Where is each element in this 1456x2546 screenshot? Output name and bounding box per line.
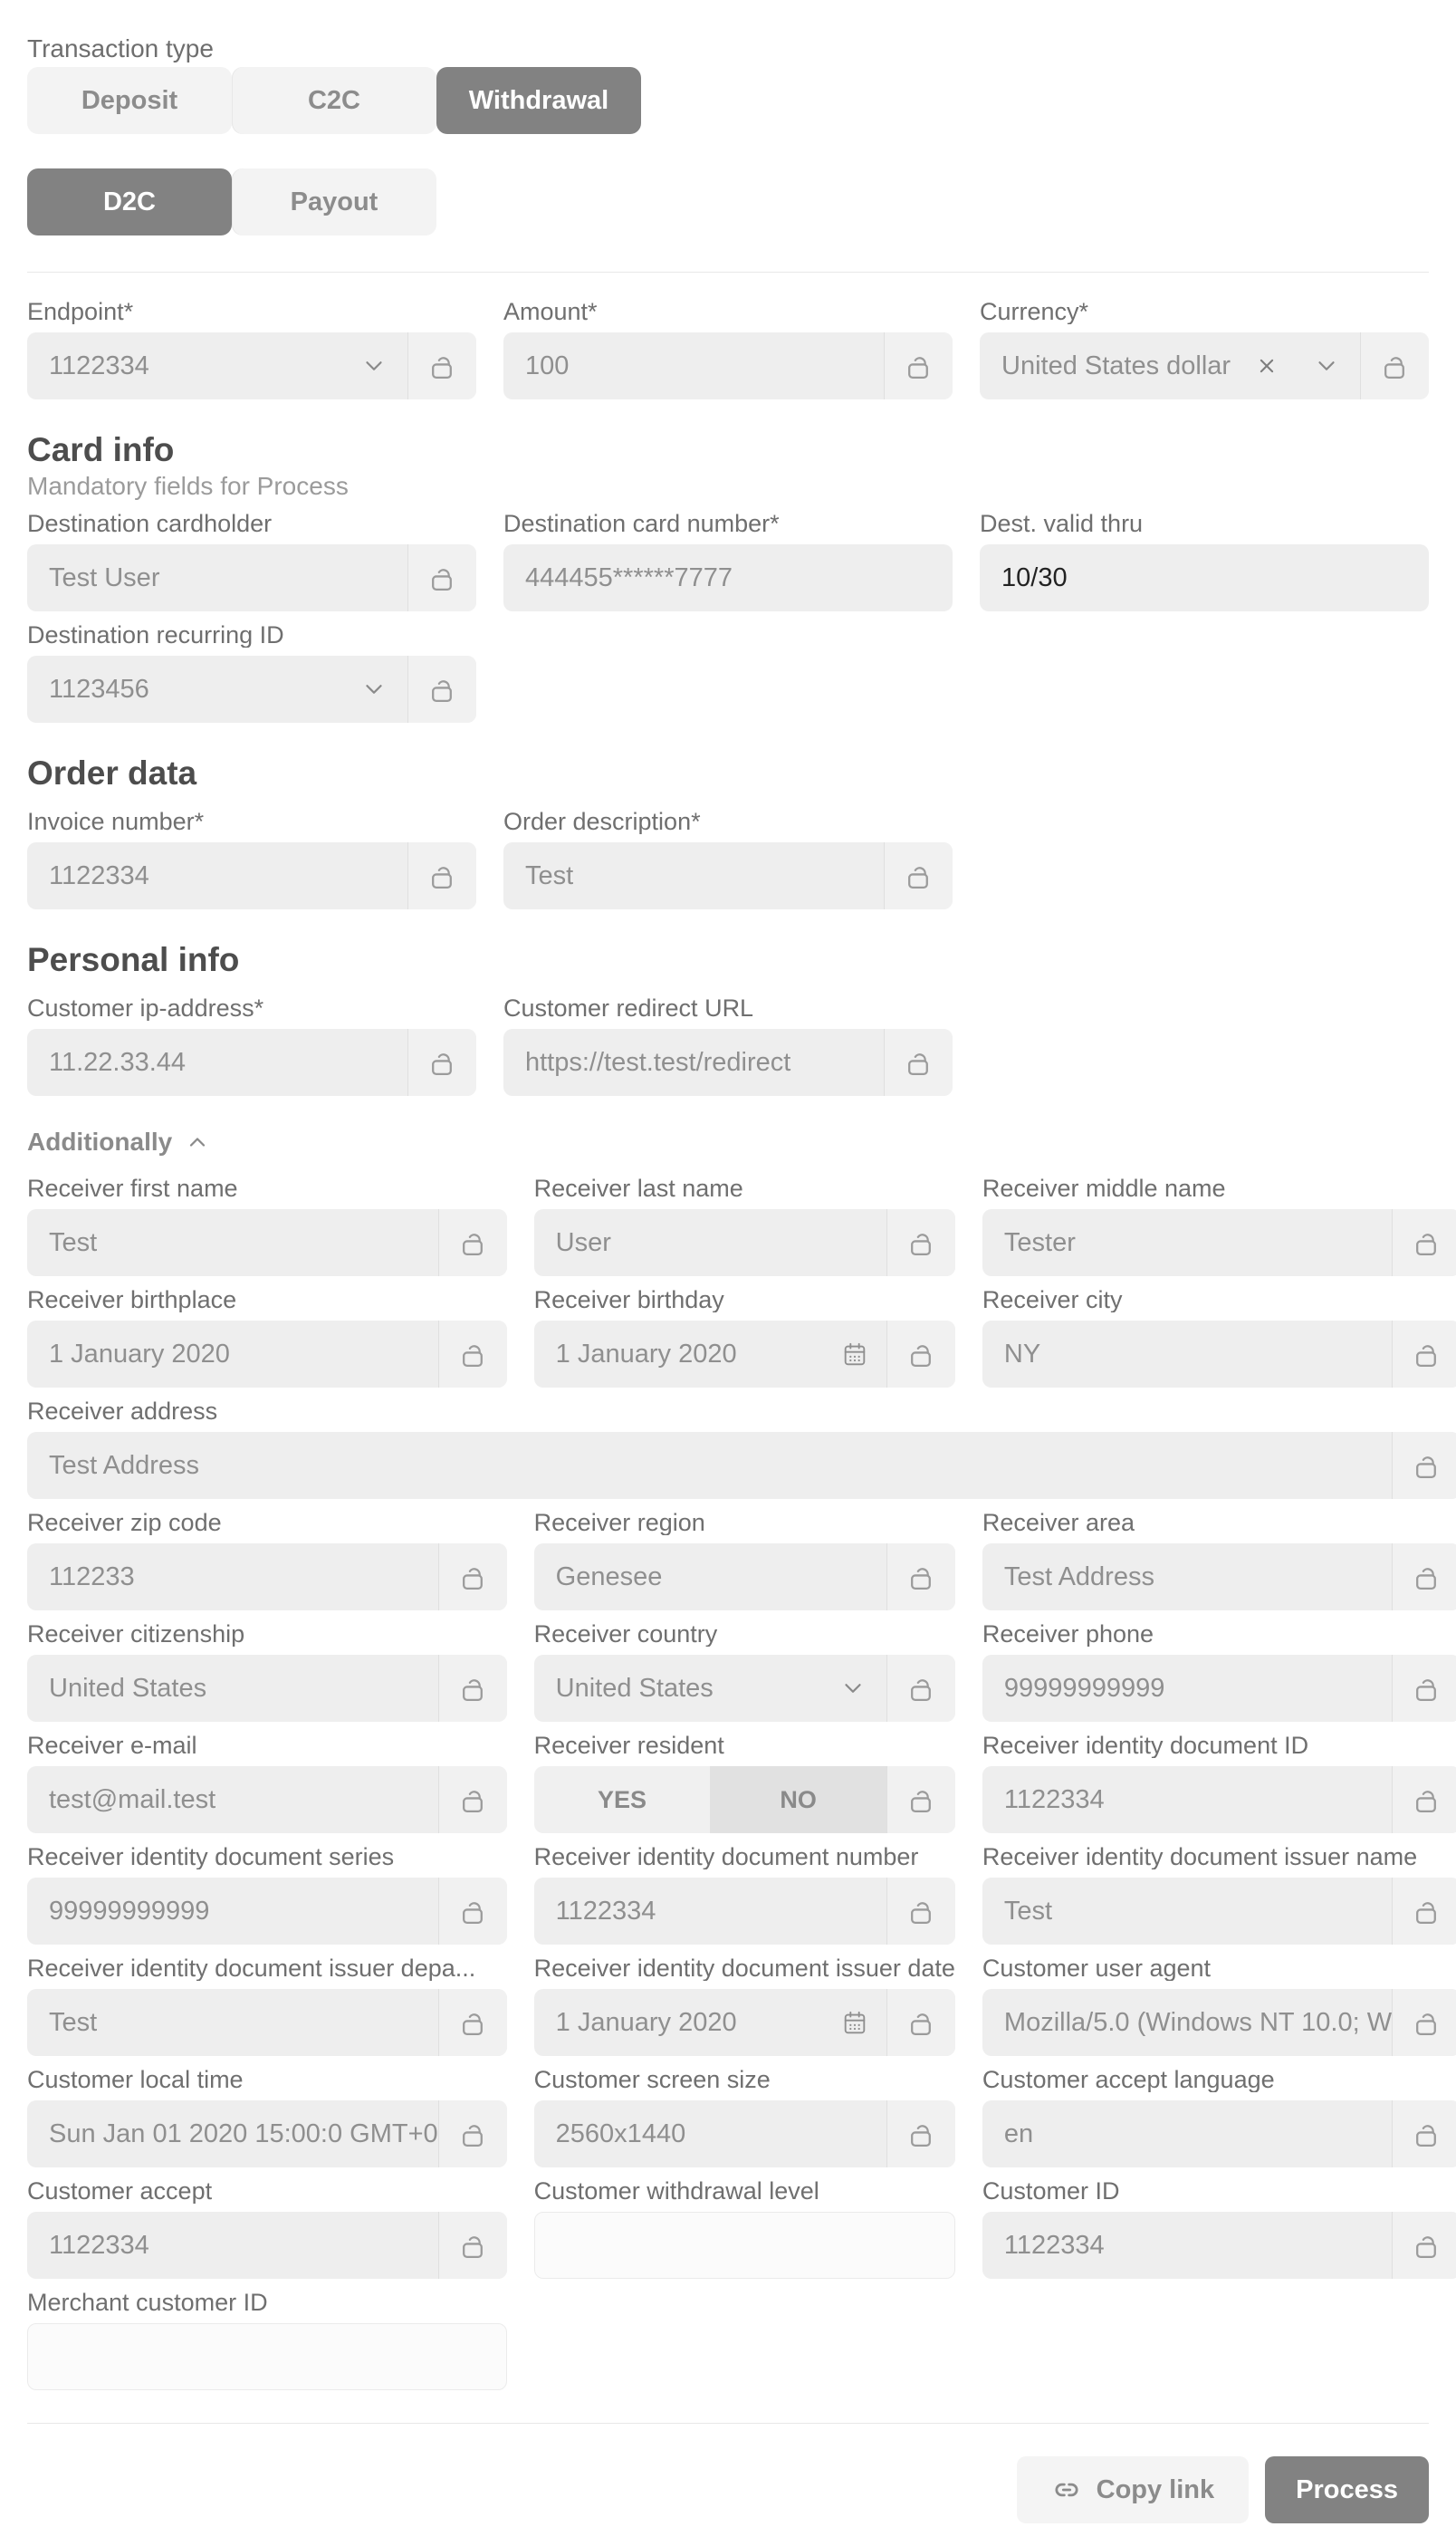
customer-ip-value: 11.22.33.44 xyxy=(49,1047,187,1077)
invoice-number-input[interactable] xyxy=(27,842,476,909)
unlock-icon xyxy=(906,1674,936,1704)
receiver-citizenship-value: United States xyxy=(49,1673,207,1703)
unlock-icon xyxy=(1412,1228,1442,1258)
receiver-first-name-lock-toggle[interactable] xyxy=(438,1209,507,1276)
receiver-doc-issuer-dept-label: Receiver identity document issuer depa... xyxy=(27,1956,476,1981)
receiver-doc-number-input[interactable] xyxy=(534,1878,955,1945)
receiver-doc-id-label: Receiver identity document ID xyxy=(982,1734,1309,1758)
unlock-icon xyxy=(458,2119,488,2149)
receiver-doc-issuer-name-lock-toggle[interactable] xyxy=(1392,1878,1456,1945)
chevron-down-icon[interactable] xyxy=(360,352,388,379)
unlock-icon xyxy=(1412,1897,1442,1926)
field-receiver-doc-id xyxy=(982,1734,1456,1833)
receiver-birthplace-value: 1 January 2020 xyxy=(49,1339,230,1369)
amount-label: Amount* xyxy=(503,300,598,324)
receiver-zip-lock-toggle[interactable] xyxy=(438,1543,507,1610)
unlock-icon xyxy=(458,1674,488,1704)
field-receiver-city xyxy=(982,1288,1456,1388)
receiver-first-name-value: Test xyxy=(49,1227,98,1257)
order-description-input[interactable] xyxy=(503,842,953,909)
field-receiver-country xyxy=(534,1622,955,1722)
field-dest-valid-thru xyxy=(980,512,1429,611)
top-divider xyxy=(27,272,1429,273)
customer-id-lock-toggle[interactable] xyxy=(1392,2212,1456,2279)
personal-info-title: Personal info xyxy=(27,941,240,978)
field-receiver-last-name xyxy=(534,1177,955,1276)
unlock-icon xyxy=(1412,1785,1442,1815)
chevron-down-icon[interactable] xyxy=(839,1675,867,1702)
currency-value: United States dollar xyxy=(1001,351,1231,380)
unlock-icon xyxy=(1412,2119,1442,2149)
tab-c2c[interactable]: C2C xyxy=(232,67,436,134)
tab-payout[interactable]: Payout xyxy=(232,168,436,235)
amount-input[interactable] xyxy=(503,332,953,399)
field-receiver-area xyxy=(982,1511,1456,1610)
receiver-address-value: Test Address xyxy=(49,1450,200,1480)
receiver-birthday-lock-toggle[interactable] xyxy=(886,1321,955,1388)
endpoint-lock-toggle[interactable] xyxy=(407,332,476,399)
customer-local-time-label: Customer local time xyxy=(27,2068,244,2092)
customer-user-agent-input[interactable] xyxy=(982,1989,1456,2056)
field-endpoint xyxy=(27,300,476,399)
dest-card-number-label: Destination card number* xyxy=(503,512,780,536)
dest-cardholder-value: Test User xyxy=(49,562,160,592)
receiver-doc-issuer-dept-lock-toggle[interactable] xyxy=(438,1989,507,2056)
field-receiver-doc-issuer-name xyxy=(982,1845,1456,1945)
receiver-birthplace-input[interactable] xyxy=(27,1321,507,1388)
receiver-city-value: NY xyxy=(1003,1339,1041,1369)
unlock-icon xyxy=(1412,1340,1442,1369)
currency-select[interactable] xyxy=(980,332,1429,399)
receiver-birthplace-label: Receiver birthplace xyxy=(27,1288,237,1312)
field-receiver-doc-issuer-dept xyxy=(27,1956,507,2056)
tab-withdrawal[interactable]: Withdrawal xyxy=(436,67,641,134)
receiver-area-label: Receiver area xyxy=(982,1511,1135,1535)
receiver-first-name-label: Receiver first name xyxy=(27,1177,238,1201)
customer-redirect-value: https://test.test/redirect xyxy=(525,1047,791,1077)
field-receiver-middle-name xyxy=(982,1177,1456,1276)
customer-redirect-label: Customer redirect URL xyxy=(503,996,754,1021)
customer-id-input[interactable] xyxy=(982,2212,1456,2279)
unlock-icon xyxy=(906,1785,936,1815)
receiver-doc-series-lock-toggle[interactable] xyxy=(438,1878,507,1945)
unlock-icon xyxy=(427,351,457,381)
receiver-email-lock-toggle[interactable] xyxy=(438,1766,507,1833)
currency-lock-toggle[interactable] xyxy=(1360,332,1429,399)
additionally-toggle[interactable] xyxy=(27,1128,1429,1157)
field-customer-ip xyxy=(27,996,476,1096)
card-info-subtitle: Mandatory fields for Process xyxy=(27,472,349,500)
dest-recurring-id-select[interactable] xyxy=(27,656,476,723)
dest-cardholder-lock-toggle[interactable] xyxy=(407,544,476,611)
field-amount xyxy=(503,300,953,399)
receiver-resident-toggle xyxy=(534,1766,955,1833)
customer-accept-input[interactable] xyxy=(27,2212,507,2279)
receiver-region-value: Genesee xyxy=(555,1561,663,1591)
unlock-icon xyxy=(427,675,457,705)
customer-id-value: 1122334 xyxy=(1003,2230,1105,2260)
receiver-middle-name-lock-toggle[interactable] xyxy=(1392,1209,1456,1276)
receiver-resident-label: Receiver resident xyxy=(533,1734,724,1758)
resident-yes-option[interactable]: YES xyxy=(597,1785,647,1813)
calendar-icon[interactable] xyxy=(841,1340,868,1368)
unlock-icon xyxy=(458,2231,488,2261)
customer-local-time-input[interactable] xyxy=(27,2100,507,2167)
receiver-birthday-value: 1 January 2020 xyxy=(555,1339,737,1369)
unlock-icon xyxy=(427,861,457,891)
field-receiver-first-name xyxy=(27,1177,507,1276)
field-customer-user-agent xyxy=(982,1956,1456,2056)
receiver-email-value: test@mail.test xyxy=(49,1784,216,1814)
endpoint-value: 1122334 xyxy=(49,351,149,380)
footer-actions xyxy=(27,2456,1429,2523)
card-info-title: Card info xyxy=(27,431,175,468)
receiver-city-lock-toggle[interactable] xyxy=(1392,1321,1456,1388)
merchant-customer-id-input[interactable] xyxy=(27,2323,507,2390)
receiver-area-lock-toggle[interactable] xyxy=(1392,1543,1456,1610)
customer-screen-size-lock-toggle[interactable] xyxy=(886,2100,955,2167)
receiver-address-lock-toggle[interactable] xyxy=(1392,1432,1456,1499)
receiver-middle-name-value: Tester xyxy=(1003,1227,1076,1257)
receiver-doc-issuer-date-datepicker[interactable] xyxy=(534,1989,955,2056)
dest-recurring-id-lock-toggle[interactable] xyxy=(407,656,476,723)
unlock-icon xyxy=(427,563,457,593)
footer-divider xyxy=(27,2423,1429,2424)
tab-d2c[interactable]: D2C xyxy=(27,168,232,235)
receiver-phone-label: Receiver phone xyxy=(982,1622,1154,1647)
field-customer-accept-language xyxy=(982,2068,1456,2167)
receiver-zip-value: 112233 xyxy=(49,1561,135,1591)
unlock-icon xyxy=(906,1340,936,1369)
customer-withdrawal-level-input[interactable] xyxy=(534,2212,955,2279)
copy-link-button[interactable] xyxy=(1017,2456,1250,2523)
customer-redirect-input[interactable] xyxy=(503,1029,953,1096)
receiver-doc-issuer-dept-input[interactable] xyxy=(27,1989,507,2056)
resident-no-option[interactable]: NO xyxy=(710,1766,886,1833)
unlock-icon xyxy=(1412,2231,1442,2261)
receiver-doc-issuer-date-lock-toggle[interactable] xyxy=(886,1989,955,2056)
endpoint-select[interactable] xyxy=(27,332,476,399)
receiver-citizenship-input[interactable] xyxy=(27,1655,507,1722)
field-invoice-number xyxy=(27,810,476,909)
field-receiver-doc-series xyxy=(27,1845,507,1945)
additionally-label: Additionally xyxy=(27,1128,173,1156)
order-description-lock-toggle[interactable] xyxy=(884,842,953,909)
process-label: Process xyxy=(1296,2474,1398,2504)
chevron-down-icon[interactable] xyxy=(1313,352,1340,379)
customer-screen-size-label: Customer screen size xyxy=(533,2068,771,2092)
field-dest-card-number xyxy=(503,512,953,611)
receiver-region-label: Receiver region xyxy=(533,1511,705,1535)
customer-redirect-lock-toggle[interactable] xyxy=(884,1029,953,1096)
dest-card-number-input[interactable] xyxy=(503,544,953,611)
dest-valid-thru-label: Dest. valid thru xyxy=(980,512,1144,536)
receiver-zip-input[interactable] xyxy=(27,1543,507,1610)
customer-accept-language-value: en xyxy=(1003,2118,1034,2148)
customer-ip-input[interactable] xyxy=(27,1029,476,1096)
receiver-first-name-input[interactable] xyxy=(27,1209,507,1276)
field-receiver-phone xyxy=(982,1622,1456,1722)
unlock-icon xyxy=(906,1897,936,1926)
receiver-country-value: United States xyxy=(555,1673,714,1703)
receiver-last-name-label: Receiver last name xyxy=(533,1177,743,1201)
receiver-doc-issuer-dept-value: Test xyxy=(49,2007,98,2037)
calendar-icon[interactable] xyxy=(841,2009,868,2036)
order-data-title: Order data xyxy=(27,754,197,792)
additionally-grid xyxy=(27,1177,1429,2390)
unlock-icon xyxy=(906,2119,936,2149)
receiver-citizenship-label: Receiver citizenship xyxy=(27,1622,245,1647)
receiver-country-select[interactable] xyxy=(534,1655,955,1722)
customer-local-time-value: Sun Jan 01 2020 15:00:0 GMT+0 xyxy=(49,2118,438,2148)
field-receiver-doc-issuer-date xyxy=(534,1956,955,2056)
receiver-doc-id-lock-toggle[interactable] xyxy=(1392,1766,1456,1833)
customer-user-agent-lock-toggle[interactable] xyxy=(1392,1989,1456,2056)
receiver-birthday-label: Receiver birthday xyxy=(533,1288,724,1312)
card-info-grid xyxy=(27,512,1429,735)
field-order-description xyxy=(503,810,953,909)
field-receiver-birthday xyxy=(534,1288,955,1388)
customer-ip-lock-toggle[interactable] xyxy=(407,1029,476,1096)
field-customer-redirect xyxy=(503,996,953,1096)
unlock-icon xyxy=(427,1048,457,1078)
field-currency xyxy=(980,300,1429,399)
unlock-icon xyxy=(458,1228,488,1258)
field-merchant-customer-id xyxy=(27,2291,507,2390)
tab-deposit[interactable]: Deposit xyxy=(27,67,232,134)
field-receiver-email xyxy=(27,1734,507,1833)
amount-value: 100 xyxy=(525,351,570,380)
personal-info-grid xyxy=(27,996,1429,1108)
field-customer-screen-size xyxy=(534,2068,955,2167)
field-customer-accept xyxy=(27,2179,507,2279)
unlock-icon xyxy=(458,1562,488,1592)
receiver-middle-name-input[interactable] xyxy=(982,1209,1456,1276)
copy-link-label: Copy link xyxy=(1096,2474,1215,2504)
dest-cardholder-label: Destination cardholder xyxy=(27,512,273,536)
receiver-country-lock-toggle[interactable] xyxy=(886,1655,955,1722)
field-receiver-region xyxy=(534,1511,955,1610)
unlock-icon xyxy=(1412,2008,1442,2038)
field-dest-recurring-id xyxy=(27,623,476,723)
dest-cardholder-input[interactable] xyxy=(27,544,476,611)
receiver-doc-number-lock-toggle[interactable] xyxy=(886,1878,955,1945)
receiver-doc-series-value: 99999999999 xyxy=(49,1896,210,1926)
endpoint-label: Endpoint* xyxy=(27,300,134,324)
field-receiver-doc-number xyxy=(534,1845,955,1945)
transaction-type-tabs xyxy=(27,67,1429,134)
receiver-email-label: Receiver e-mail xyxy=(27,1734,197,1758)
unlock-icon xyxy=(458,2008,488,2038)
link-icon xyxy=(1051,2474,1082,2505)
unlock-icon xyxy=(458,1340,488,1369)
field-receiver-citizenship xyxy=(27,1622,507,1722)
customer-user-agent-value: Mozilla/5.0 (Windows NT 10.0; W xyxy=(1003,2007,1393,2037)
field-customer-withdrawal-level xyxy=(534,2179,955,2279)
unlock-icon xyxy=(1412,1451,1442,1481)
customer-accept-lock-toggle[interactable] xyxy=(438,2212,507,2279)
field-receiver-resident xyxy=(534,1734,955,1833)
receiver-doc-issuer-date-label: Receiver identity document issuer date xyxy=(533,1956,955,1981)
process-button[interactable] xyxy=(1265,2456,1429,2523)
unlock-icon xyxy=(458,1785,488,1815)
receiver-doc-issuer-name-input[interactable] xyxy=(982,1878,1456,1945)
transaction-type-label: Transaction type xyxy=(27,34,214,62)
receiver-doc-number-label: Receiver identity document number xyxy=(533,1845,919,1869)
amount-lock-toggle[interactable] xyxy=(884,332,953,399)
field-receiver-birthplace xyxy=(27,1288,507,1388)
dest-valid-thru-value: 10/30 xyxy=(1001,562,1068,592)
customer-ip-label: Customer ip-address* xyxy=(27,996,264,1021)
field-receiver-address xyxy=(27,1399,1456,1499)
receiver-doc-series-input[interactable] xyxy=(27,1878,507,1945)
receiver-doc-issuer-date-value: 1 January 2020 xyxy=(555,2007,737,2037)
receiver-resident-lock-toggle[interactable] xyxy=(886,1766,955,1833)
receiver-last-name-value: User xyxy=(555,1227,611,1257)
receiver-email-input[interactable] xyxy=(27,1766,507,1833)
receiver-region-lock-toggle[interactable] xyxy=(886,1543,955,1610)
receiver-city-label: Receiver city xyxy=(982,1288,1123,1312)
order-description-value: Test xyxy=(525,860,574,890)
dest-recurring-id-value: 1123456 xyxy=(49,674,149,704)
unlock-icon xyxy=(458,1897,488,1926)
field-customer-id xyxy=(982,2179,1456,2279)
receiver-doc-number-value: 1122334 xyxy=(555,1896,656,1926)
receiver-birthplace-lock-toggle[interactable] xyxy=(438,1321,507,1388)
customer-screen-size-input[interactable] xyxy=(534,2100,955,2167)
endpoint-row xyxy=(27,300,1429,411)
field-receiver-zip xyxy=(27,1511,507,1610)
dest-valid-thru-input[interactable] xyxy=(980,544,1429,611)
dest-recurring-id-label: Destination recurring ID xyxy=(27,623,284,648)
receiver-citizenship-lock-toggle[interactable] xyxy=(438,1655,507,1722)
receiver-phone-lock-toggle[interactable] xyxy=(1392,1655,1456,1722)
receiver-doc-id-value: 1122334 xyxy=(1003,1784,1105,1814)
dest-card-number-value: 444455******7777 xyxy=(525,562,733,592)
unlock-icon xyxy=(904,1048,934,1078)
receiver-area-value: Test Address xyxy=(1003,1561,1154,1591)
chevron-down-icon[interactable] xyxy=(360,676,388,703)
customer-accept-value: 1122334 xyxy=(49,2230,149,2260)
currency-label: Currency* xyxy=(980,300,1089,324)
receiver-birthday-datepicker[interactable] xyxy=(534,1321,955,1388)
merchant-customer-id-label: Merchant customer ID xyxy=(27,2291,268,2315)
receiver-middle-name-label: Receiver middle name xyxy=(982,1177,1226,1201)
receiver-doc-issuer-name-value: Test xyxy=(1003,1896,1053,1926)
customer-screen-size-value: 2560x1440 xyxy=(555,2118,686,2148)
unlock-icon xyxy=(906,1562,936,1592)
clear-icon[interactable] xyxy=(1253,352,1280,379)
invoice-number-value: 1122334 xyxy=(49,860,149,890)
receiver-region-input[interactable] xyxy=(534,1543,955,1610)
customer-user-agent-label: Customer user agent xyxy=(982,1956,1212,1981)
receiver-doc-series-label: Receiver identity document series xyxy=(27,1845,395,1869)
receiver-last-name-lock-toggle[interactable] xyxy=(886,1209,955,1276)
unlock-icon xyxy=(1380,351,1410,381)
order-data-grid xyxy=(27,810,1429,921)
receiver-zip-label: Receiver zip code xyxy=(27,1511,222,1535)
customer-id-label: Customer ID xyxy=(982,2179,1120,2204)
unlock-icon xyxy=(904,351,934,381)
customer-local-time-lock-toggle[interactable] xyxy=(438,2100,507,2167)
unlock-icon xyxy=(906,1228,936,1258)
unlock-icon xyxy=(1412,1674,1442,1704)
receiver-doc-id-input[interactable] xyxy=(982,1766,1456,1833)
customer-accept-language-lock-toggle[interactable] xyxy=(1392,2100,1456,2167)
receiver-address-label: Receiver address xyxy=(27,1399,218,1424)
receiver-phone-value: 99999999999 xyxy=(1003,1673,1165,1703)
receiver-city-input[interactable] xyxy=(982,1321,1456,1388)
withdrawal-subtype-tabs xyxy=(27,168,1429,235)
field-customer-local-time xyxy=(27,2068,507,2167)
receiver-address-input[interactable] xyxy=(27,1432,1456,1499)
customer-withdrawal-level-label: Customer withdrawal level xyxy=(533,2179,819,2204)
customer-accept-language-input[interactable] xyxy=(982,2100,1456,2167)
receiver-country-label: Receiver country xyxy=(533,1622,718,1647)
invoice-number-label: Invoice number* xyxy=(27,810,205,834)
field-dest-cardholder xyxy=(27,512,476,611)
receiver-last-name-input[interactable] xyxy=(534,1209,955,1276)
chevron-up-icon xyxy=(185,1129,210,1155)
unlock-icon xyxy=(904,861,934,891)
customer-accept-label: Customer accept xyxy=(27,2179,213,2204)
unlock-icon xyxy=(1412,1562,1442,1592)
customer-accept-language-label: Customer accept language xyxy=(982,2068,1275,2092)
receiver-doc-issuer-name-label: Receiver identity document issuer name xyxy=(982,1845,1418,1869)
receiver-phone-input[interactable] xyxy=(982,1655,1456,1722)
invoice-number-lock-toggle[interactable] xyxy=(407,842,476,909)
order-description-label: Order description* xyxy=(503,810,701,834)
receiver-area-input[interactable] xyxy=(982,1543,1456,1610)
unlock-icon xyxy=(906,2008,936,2038)
